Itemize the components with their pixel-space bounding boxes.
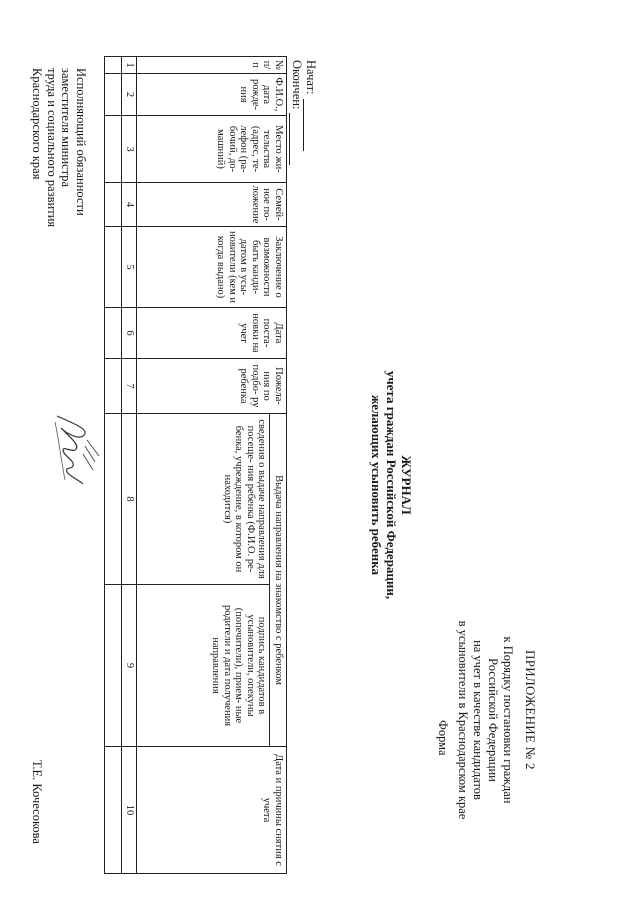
column-number: 9	[122, 585, 137, 747]
signatory-line: заместителя министра	[59, 68, 74, 188]
empty-cell	[105, 227, 122, 308]
column-number: 6	[122, 308, 137, 359]
empty-cell	[105, 57, 122, 74]
header-cell: Дата поста- новки на учет	[137, 308, 287, 359]
appendix-line: Российской Федерации	[486, 658, 500, 782]
form-label: Форма	[436, 720, 450, 756]
header-cell: Место жи- тельства (адрес, те- лефон (ра- бочий, до- машний)	[137, 116, 287, 183]
column-number: 4	[122, 183, 137, 227]
header-cell: № п/п	[137, 57, 287, 74]
header-cell: Заключение о возможности быть канди- датом в усы- новители (кем и когда выдано)	[137, 227, 287, 308]
header-cell: Семей- ное по- ложение	[137, 183, 287, 227]
subheader-cell: сведения о выдаче направления для посеще- ния ребенка (Ф.И.О. ре- бенка, учреждение, в котором он находится)	[137, 414, 270, 585]
journal-subtitle: желающих усыновить ребенка	[369, 394, 384, 576]
subheader-cell: подпись кандидатов в усыновители, опекуны (попечители), прием- ные родители и дата получения направления	[137, 585, 270, 747]
appendix-line: в усыновители в Краснодарском крае	[456, 620, 470, 820]
journal-heading	[369, 270, 414, 700]
signatory-line: Краснодарского края	[30, 68, 45, 180]
column-number: 7	[122, 359, 137, 414]
journal-table	[105, 56, 288, 874]
column-number: 5	[122, 227, 137, 308]
signatory-line: Исполняющий обязанности	[74, 68, 88, 216]
empty-cell	[105, 585, 122, 747]
journal-subtitle: учета граждан Российской Федерации,	[384, 370, 399, 600]
signatory-name: Т.Е. Кочесокова	[30, 760, 44, 844]
appendix-title: ПРИЛОЖЕНИЕ № 2	[523, 650, 538, 770]
ended-field	[289, 60, 304, 165]
column-number: 8	[122, 414, 137, 585]
started-label: Начат:	[304, 60, 318, 95]
column-number: 3	[122, 116, 137, 183]
column-number-row	[122, 57, 137, 874]
appendix-line: на учет в качестве кандидатов	[471, 640, 485, 800]
signatory-position	[30, 68, 88, 227]
empty-cell	[105, 747, 122, 874]
started-field	[303, 60, 318, 151]
signature-mark	[45, 410, 105, 490]
empty-cell	[105, 414, 122, 585]
started-blank-line	[303, 99, 316, 151]
table-row	[105, 57, 122, 874]
header-cell: Дата и причины снятия с учета	[137, 747, 287, 874]
signatory-line: труда и социального развития	[45, 68, 59, 228]
table-header-row	[270, 57, 287, 874]
column-number: 1	[122, 57, 137, 74]
ended-label: Окончен:	[290, 60, 304, 110]
ended-blank-line	[289, 113, 302, 165]
column-number: 10	[122, 747, 137, 874]
appendix-reference	[455, 555, 515, 885]
header-cell: Пожела- ния по подбо- ру ребенка	[137, 359, 287, 414]
empty-cell	[105, 359, 122, 414]
empty-cell	[105, 116, 122, 183]
appendix-line: к Порядку постановки граждан	[501, 636, 515, 804]
journal-title: ЖУРНАЛ	[399, 455, 414, 515]
empty-cell	[105, 308, 122, 359]
empty-cell	[105, 74, 122, 116]
header-cell-group: Выдача направления на знакомство с ребенком	[270, 414, 287, 747]
header-cell: Ф.И.О., дата рожде- ния	[137, 74, 287, 116]
empty-cell	[105, 183, 122, 227]
column-number: 2	[122, 74, 137, 116]
